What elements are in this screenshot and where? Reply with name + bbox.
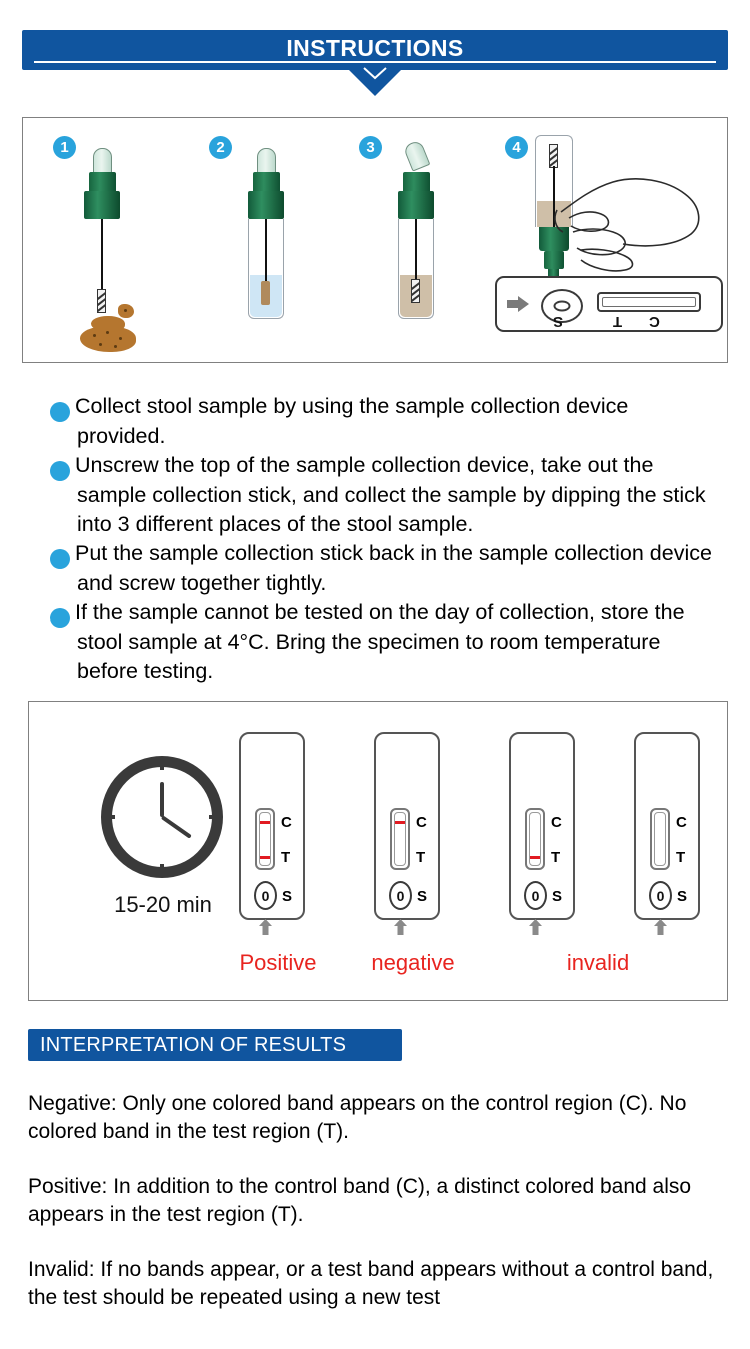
result-window xyxy=(390,808,410,870)
test-label: T xyxy=(613,313,623,330)
swab-tip-icon xyxy=(411,279,420,303)
cassette-invalid-no-bands xyxy=(634,732,700,920)
result-label-negative: negative xyxy=(371,950,455,975)
step-badge-4: 4 xyxy=(505,136,528,159)
control-band xyxy=(395,821,405,824)
step-bullet-1: 1 xyxy=(50,402,70,422)
arrow-up-icon xyxy=(393,919,408,935)
sample-label: S xyxy=(282,888,293,905)
arrow-up-icon xyxy=(528,919,543,935)
test-label: T xyxy=(281,849,291,866)
test-label: T xyxy=(551,849,561,866)
control-label: C xyxy=(649,313,660,330)
illustration-step-3 xyxy=(341,118,491,362)
result-window xyxy=(255,808,275,870)
illustration-step-1 xyxy=(31,118,191,362)
sample-label: S xyxy=(417,888,428,905)
instruction-step-text-2: 2 Unscrew the top of the sample collection device, take out the sample collection stick, and collect the sample by dipping the stick into 3 different places of the stool sample. xyxy=(42,453,706,536)
arrow-right-icon xyxy=(518,296,529,312)
control-label: C xyxy=(551,814,562,831)
instructions-banner xyxy=(22,30,728,70)
step-bullet-4: 4 xyxy=(50,608,70,628)
interpretation-heading: INTERPRETATION OF RESULTS xyxy=(40,1033,347,1056)
control-band xyxy=(260,821,270,824)
arrow-up-icon xyxy=(258,919,273,935)
step-badge-1: 1 xyxy=(53,136,76,159)
cassette-negative xyxy=(374,732,440,920)
instruction-step-text-3: 3 Put the sample collection stick back in the sample collection device and screw together tightly. xyxy=(42,541,712,595)
result-window xyxy=(650,808,670,870)
test-cassette-horizontal xyxy=(495,276,723,332)
illustration-step-2 xyxy=(191,118,341,362)
control-label: C xyxy=(676,814,687,831)
test-band xyxy=(260,856,270,859)
illustration-panel xyxy=(22,117,728,363)
step-badge-2: 2 xyxy=(209,136,232,159)
result-window xyxy=(597,292,701,312)
result-label-positive: Positive xyxy=(239,950,317,975)
instruction-step-text-4: 4 If the sample cannot be tested on the day of collection, store the stool sample at 4°C. Bring the specimen to room temperature before testing. xyxy=(42,600,685,683)
test-label: T xyxy=(676,849,686,866)
chevron-down-icon xyxy=(362,66,388,80)
instruction-step-text-1: 1 Collect stool sample by using the sample collection device provided. xyxy=(42,394,629,448)
page-title: INSTRUCTIONS xyxy=(286,34,464,61)
sample-well: 0 xyxy=(649,881,672,910)
cassette-positive xyxy=(239,732,305,920)
test-label: T xyxy=(416,849,426,866)
step-bullet-2: 2 xyxy=(50,461,70,481)
test-band xyxy=(530,856,540,859)
sample-well: 0 xyxy=(389,881,412,910)
banner-divider xyxy=(34,61,716,63)
sample-label: S xyxy=(677,888,688,905)
sample-well: 0 xyxy=(524,881,547,910)
hand-icon xyxy=(551,166,711,276)
control-label: C xyxy=(416,814,427,831)
sample-label: S xyxy=(553,313,564,330)
step-bullet-3: 3 xyxy=(50,549,70,569)
interpretation-heading-bar xyxy=(28,1029,402,1061)
instruction-steps-text xyxy=(42,392,722,686)
illustration-step-4 xyxy=(491,118,721,362)
step-badge-3: 3 xyxy=(359,136,382,159)
clock-label: 15-20 min xyxy=(114,892,212,917)
banner-bar xyxy=(22,30,728,70)
control-label: C xyxy=(281,814,292,831)
sample-well: 0 xyxy=(254,881,277,910)
result-label-invalid: invalid xyxy=(566,950,630,975)
swab-tip-icon xyxy=(97,289,106,313)
interpretation-paragraph-invalid: Invalid: If no bands appear, or a test band appears without a control band, the test should be repeated using a new test xyxy=(28,1258,714,1309)
clock-icon xyxy=(101,756,223,878)
result-window xyxy=(525,808,545,870)
cassette-invalid-test-only xyxy=(509,732,575,920)
sample-label: S xyxy=(552,888,563,905)
interpretation-paragraph-positive: Positive: In addition to the control band (C), a distinct colored band also appears in the test region (T). xyxy=(28,1175,692,1226)
interpretation-paragraph-negative: Negative: Only one colored band appears on the control region (C). No colored band in the test region (T). xyxy=(28,1092,687,1143)
swab-tip-icon xyxy=(261,281,270,305)
arrow-up-icon xyxy=(653,919,668,935)
